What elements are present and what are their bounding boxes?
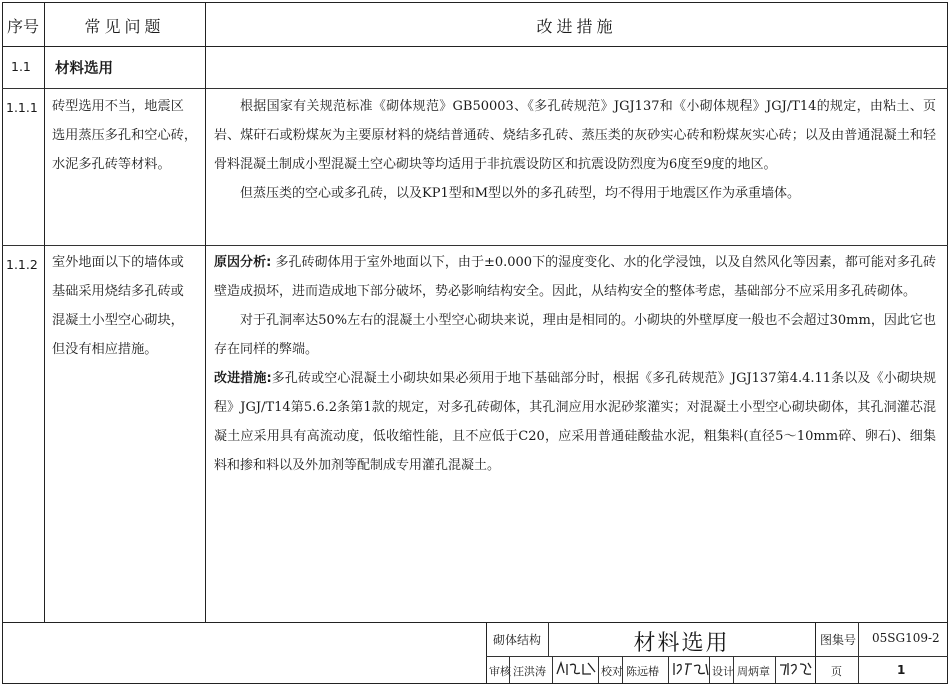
tb-checker-name: 陈远椿 — [626, 665, 659, 678]
tb-divider — [668, 656, 669, 683]
tb-divider — [775, 656, 776, 683]
row-index: 1.1.1 — [6, 100, 38, 115]
measure-paragraph: 对于孔洞率达50%左右的混凝土小型空心砌块来说，理由是相同的。小砌块的外壁厚度一般也不会超过30mm，因此它也存在同样的弊端。 — [214, 313, 936, 357]
tb-designer-name: 周炳章 — [737, 665, 770, 678]
issue-line: 砖型选用不当，地震区 — [52, 99, 184, 114]
issue-line: 室外地面以下的墙体或 — [52, 255, 184, 270]
tb-atlas-label: 图集号 — [820, 633, 857, 647]
tb-divider — [858, 622, 859, 683]
measure-paragraph: 但蒸压类的空心或多孔砖，以及KP1型和M型以外的多孔砖型，均不得用于地震区作为承重墙体。 — [240, 186, 801, 201]
tb-divider — [598, 656, 599, 683]
tb-divider — [733, 656, 734, 683]
tb-divider — [815, 622, 816, 683]
tb-checker-label: 校对 — [601, 665, 623, 678]
col-divider-index — [44, 2, 45, 622]
issue-text — [52, 92, 204, 179]
tb-atlas-no: 05SG109-2 — [872, 631, 940, 645]
reviewer-signature — [555, 660, 599, 677]
measure-text — [214, 248, 936, 480]
header-issue: 常见问题 — [84, 17, 165, 36]
frame-bottom — [2, 683, 948, 684]
header-separator — [2, 46, 948, 47]
frame-top — [2, 2, 948, 3]
measure-text — [214, 92, 936, 208]
measure-body: 多孔砖或空心混凝土小砌块如果必须用于地下基础部分时，根据《多孔砖规范》JGJ137第4.4.11条以及《小砌块规程》JGJ/T14第5.6.2条第1款的规定，对多孔砖砌体，其孔洞应用水泥砂浆灌实；对混凝土小型空心砌块砌体，其孔洞灌芯混凝土应采用具有高流动度，低收缩性能，且不应低于C20，应采用普通硅酸盐水泥，粗集料(直径5～10mm碎、卵石)、细集料和掺和料以及外加剂等配制成专用灌孔混凝土。 — [214, 371, 936, 473]
issue-line: 混凝土小型空心砌块， — [52, 313, 184, 328]
tb-page-label: 页 — [831, 665, 842, 678]
checker-signature — [672, 660, 710, 677]
tb-divider — [709, 656, 710, 683]
measure-paragraph: 根据国家有关规范标准《砌体规范》GB50003、《多孔砖规范》JGJ137和《小砌体规程》JGJ/T14的规定，由粘土、页岩、煤矸石或粉煤灰为主要原材料的烧结普通砖、烧结多孔砖、蒸压类的灰砂实心砖和粉煤灰实心砖；以及由普通混凝土和轻骨料混凝土制成小型混凝土空心砌块等均适用于非抗震设防区和抗震设防烈度为6度至9度的地区。 — [214, 99, 936, 172]
issue-line: 基础采用烧结多孔砖或 — [52, 284, 184, 299]
row-index: 1.1.2 — [6, 257, 38, 272]
designer-signature — [778, 660, 814, 677]
analysis-paragraph — [214, 248, 936, 306]
content-bottom-line — [2, 622, 948, 623]
header-index: 序号 — [6, 17, 39, 36]
tb-title: 材料选用 — [633, 631, 730, 656]
section-index: 1.1 — [11, 59, 31, 74]
tb-category: 砌体结构 — [493, 633, 542, 647]
measure-paragraph — [214, 364, 936, 480]
tb-reviewer-name: 汪洪涛 — [513, 665, 546, 678]
issue-line: 水泥多孔砖等材料。 — [52, 157, 171, 172]
col-divider-issue — [205, 2, 206, 622]
frame-right — [947, 2, 948, 683]
measure-label: 改进措施: — [214, 371, 272, 386]
analysis-label: 原因分析: — [214, 255, 272, 270]
tb-divider — [622, 656, 623, 683]
tb-divider — [552, 656, 553, 683]
issue-line: 但没有相应措施。 — [52, 342, 158, 357]
tb-divider — [509, 656, 510, 683]
tb-designer-label: 设计 — [712, 665, 734, 678]
section-separator — [2, 88, 948, 89]
issue-text — [52, 248, 204, 364]
tb-page-no: 1 — [897, 663, 906, 677]
tb-reviewer-label: 审核 — [489, 665, 511, 678]
section-title: 材料选用 — [55, 61, 113, 77]
analysis-text: 多孔砖砌体用于室外地面以下，由于±0.000下的湿度变化、水的化学浸蚀，以及自然风化等因素，都可能对多孔砖壁造成损坏，进而造成地下部分破坏，势必影响结构安全。因此，从结构安全的整体考虑，基础部分不应采用多孔砖砌体。 — [214, 255, 936, 299]
row-separator — [2, 245, 948, 246]
frame-left — [2, 2, 3, 683]
tb-divider — [486, 622, 487, 683]
issue-line: 选用蒸压多孔和空心砖， — [52, 128, 198, 143]
header-measure: 改进措施 — [536, 17, 617, 36]
